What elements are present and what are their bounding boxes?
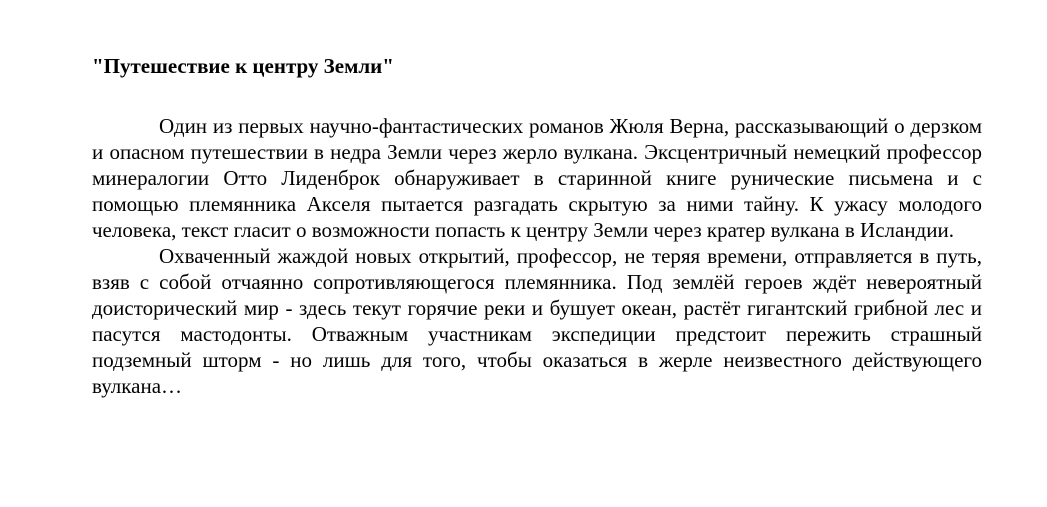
document-page [92,52,982,399]
paragraph-intro: Один из первых научно-фантастических романов Жюля Верна, рассказывающий о дерзком и опасном путешествии в недра Земли через жерло вулкана. Эксцентричный немецкий профессор минералогии Отто Лиденброк обнаруживает в старинной книге рунические письмена и с помощью племянника Акселя пытается разгадать скрытую за ними тайну. К ужасу молодого человека, текст гласит о возможности попасть к центру Земли через кратер вулкана в Исландии. [92,114,982,242]
document-title: "Путешествие к центру Земли" [92,54,394,78]
paragraph-journey: Охваченный жаждой новых открытий, профессор, не теряя времени, отправляется в путь, взяв с собой отчаянно сопротивляющегося племянника. Под землёй героев ждёт невероятный доисторический мир - здесь текут горячие реки и бушует океан, растёт гигантский грибной лес и пасутся мастодонты. Отважным участникам экспедиции предстоит пережить страшный подземный шторм - но лишь для того, чтобы оказаться в жерле неизвестного действующего вулкана… [92,244,982,398]
